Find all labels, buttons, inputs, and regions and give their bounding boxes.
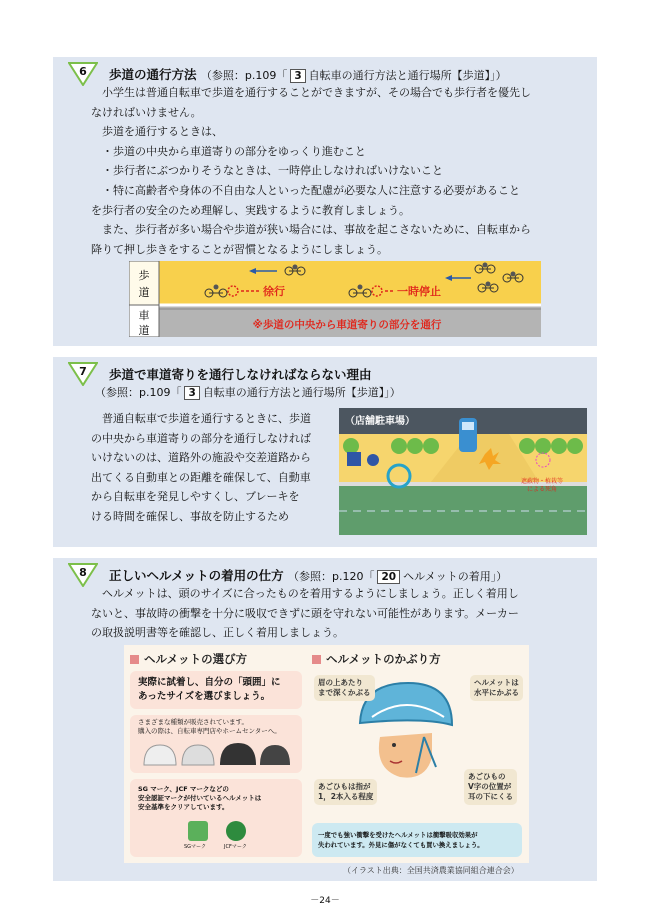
paragraph-line: 普通自転車で歩道を通行するときに、歩道 bbox=[102, 412, 311, 425]
label-char: 道 bbox=[138, 286, 150, 299]
paragraph-line: また、歩行者が多い場合や歩道が狭い場合には、事故を起こさないために、自転車から bbox=[102, 223, 531, 237]
section-body bbox=[91, 409, 338, 527]
bullet-line: ・特に高齢者や身体の不自由な人といった配慮が必要な人に注意する必要があること bbox=[102, 183, 520, 197]
choose-heading: ヘルメットの選び方 bbox=[130, 651, 247, 667]
reference: （参照：p.109「 3 自転車の通行方法と通行場所【歩道】」） bbox=[200, 69, 507, 82]
label-char: 車 bbox=[138, 309, 150, 322]
paragraph-line: ないと、事故時の衝撃を十分に吸収できずに頭を守れない可能性があります。メーカー bbox=[91, 606, 519, 620]
paragraph-line: 小学生は普通自転車で歩道を通行することができますが、その場合でも歩行者を優先し bbox=[102, 86, 531, 99]
eyebrow-tip: 眉の上あたり まで深くかぶる bbox=[314, 675, 375, 701]
sg-mark-icon bbox=[188, 821, 208, 841]
page-number: －24－ bbox=[310, 896, 340, 906]
helmet-icon bbox=[144, 745, 176, 765]
helmet-icon bbox=[220, 743, 256, 765]
slow-label: 徐行 bbox=[263, 285, 285, 298]
paragraph-line: 歩道を通行するときは、 bbox=[102, 125, 223, 139]
helmet-samples bbox=[142, 739, 292, 769]
label-char: 道 bbox=[138, 324, 150, 337]
helmet-icon bbox=[260, 745, 290, 765]
paragraph-line: ける時間を確保し、事故を防止するため bbox=[91, 509, 289, 523]
diagram-caption: ※歩道の中央から車道寄りの部分を通行 bbox=[252, 319, 442, 331]
wear-heading: ヘルメットのかぶり方 bbox=[312, 651, 441, 667]
section-body bbox=[91, 584, 519, 643]
section-7 bbox=[53, 357, 597, 547]
parking-lot-scene bbox=[339, 408, 587, 535]
label-char: 歩 bbox=[138, 269, 150, 282]
chinstrap-v-tip: あごひもの V字の位置が 耳の下にくる bbox=[464, 769, 517, 805]
section-number: 6 bbox=[79, 65, 87, 78]
reference-number-box: 3 bbox=[290, 69, 305, 83]
section-body bbox=[91, 83, 531, 259]
reference: （参照：p.120「 20 ヘルメットの着用」） bbox=[288, 570, 508, 583]
reference-number-box: 3 bbox=[184, 386, 199, 400]
section-number: 8 bbox=[79, 566, 87, 579]
paragraph-line: 出てくる自動車との距離を確保して、自動車 bbox=[91, 470, 311, 484]
paragraph-line: から自転車を発見しやすくし、ブレーキを bbox=[91, 490, 300, 504]
sg-mark-label: SGマーク bbox=[184, 844, 207, 850]
section-number-badge bbox=[68, 362, 98, 386]
paragraph-line: なければいけません。 bbox=[91, 105, 202, 119]
bicycle-sign-icon bbox=[347, 452, 361, 466]
section-title-line bbox=[109, 566, 507, 584]
sidewalk-area bbox=[129, 261, 541, 305]
helmet-illustration bbox=[124, 645, 529, 863]
paragraph-line: 降りて押し歩きをすることが習慣となるようにしましょう。 bbox=[91, 242, 388, 256]
try-on-box: 実際に試着し、自分の「頭囲」に あったサイズを選びましょう。 bbox=[130, 671, 302, 709]
section-title-line bbox=[109, 65, 507, 83]
certification-box: SG マーク、JCF マークなどの 安全認証マークが付いているヘルメットは 安全基準をクリアしています。 SGマーク JCFマーク bbox=[130, 779, 302, 857]
paragraph-line: を歩行者の安全のため理解し、実践するように教育しましょう。 bbox=[91, 203, 410, 217]
sidewalk-diagram bbox=[129, 261, 541, 337]
paragraph-line: の取扱説明書等を確認し、正しく着用しましょう。 bbox=[91, 626, 344, 640]
paragraph-line: の中央から車道寄りの部分を通行しなければ bbox=[91, 431, 311, 445]
reference-number-box: 20 bbox=[377, 570, 400, 584]
bullet-line: ・歩行者にぶつかりそうなときは、一時停止しなければいけないこと bbox=[102, 164, 443, 178]
section-title: 歩道で車道寄りを通行しなければならない理由 bbox=[109, 367, 372, 382]
jcf-mark-label: JCFマーク bbox=[224, 844, 247, 850]
jcf-mark-icon bbox=[226, 821, 246, 841]
parking-label: （店舗駐車場） bbox=[345, 416, 415, 427]
illustration-credit: （イラスト出典：全国共済農業協同組合連合会） bbox=[343, 866, 519, 875]
stop-label: 一時停止 bbox=[397, 285, 441, 298]
section-title: 歩道の通行方法 bbox=[109, 67, 197, 82]
blind-spot-label: 遮蔽物・植栽等 bbox=[521, 478, 564, 485]
section-6 bbox=[53, 57, 597, 346]
paragraph-line: ヘルメットは、頭のサイズに合ったものを着用するようにしましょう。正しく着用し bbox=[102, 587, 519, 600]
section-number: 7 bbox=[79, 365, 87, 378]
helmet-icon bbox=[182, 745, 214, 765]
chinstrap-finger-tip: あごひもは指が 1，2本入る程度 bbox=[314, 779, 377, 805]
section-8 bbox=[53, 558, 597, 881]
reference: （参照：p.109「 3 自転車の通行方法と通行場所【歩道】」） bbox=[95, 386, 401, 399]
bullet-line: ・歩道の中央から車道寄りの部分をゆっくり進むこと bbox=[102, 144, 366, 158]
replace-warning-box: 一度でも強い衝撃を受けたヘルメットは衝撃吸収効果が 失われています。外見に傷がなくても買い換えましょう。 bbox=[312, 823, 522, 857]
level-tip: ヘルメットは 水平にかぶる bbox=[470, 675, 523, 701]
paragraph-line: いけないのは、道路外の施設や交差道路から bbox=[91, 451, 311, 465]
section-title: 正しいヘルメットの着用の仕方 bbox=[109, 568, 284, 583]
blind-spot-label: による死角 bbox=[527, 486, 558, 493]
varieties-box: さまざまな種類が販売されています。 購入の際は、自転車専門店やホームセンターへ。 bbox=[130, 715, 302, 773]
